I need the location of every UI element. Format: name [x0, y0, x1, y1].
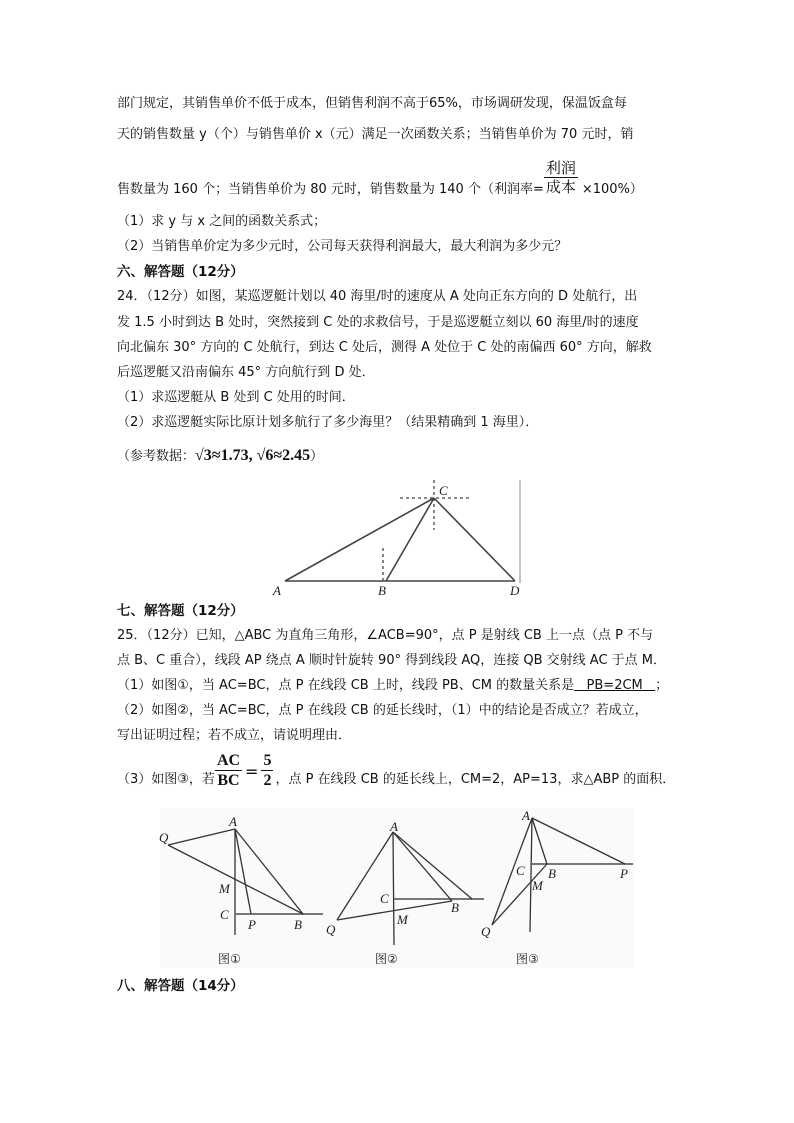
- fig2-label-c: C: [380, 891, 389, 906]
- fig3-label-a: A: [522, 808, 530, 823]
- value-numerator: 5: [263, 752, 272, 769]
- point-label-a: A: [273, 583, 281, 598]
- fig3-label-p: P: [620, 866, 628, 881]
- point-label-d: D: [510, 583, 520, 598]
- q25-part-3-pre: （3）如图③，若: [117, 772, 215, 787]
- point-label-b: B: [378, 583, 386, 598]
- q23-line-3-tail: ×100%）: [581, 182, 643, 197]
- fig2-caption: 图②: [375, 952, 398, 966]
- reference-label: （参考数据：: [117, 449, 196, 464]
- ratio-denominator: BC: [217, 772, 240, 789]
- q25-line-1: 25．（12分）已知，△ABC 为直角三角形，∠ACB=90°，点 P 是射线 CB 上一点（点 P 不与: [117, 628, 654, 643]
- reference-math: √3≈1.73, √6≈2.45: [195, 447, 311, 464]
- fig3-label-c: C: [516, 863, 525, 878]
- ratio-numerator: AC: [216, 752, 241, 769]
- fig3-label-b: B: [548, 866, 556, 881]
- equals-sign: =: [245, 762, 259, 781]
- fig3-caption: 图③: [516, 952, 539, 966]
- fig1-label-b: B: [294, 917, 302, 932]
- fig1-label-q: Q: [159, 830, 169, 845]
- fig1-label-p: P: [248, 917, 256, 932]
- fig1-label-m: M: [219, 881, 230, 896]
- fraction-denominator: 成本: [545, 178, 576, 196]
- section-8-heading: 八、解答题（14分）: [117, 978, 244, 994]
- q24-part-1: （1）求巡逻艇从 B 处到 C 处用的时间．: [117, 390, 355, 405]
- section-6-heading: 六、解答题（12分）: [117, 264, 244, 280]
- fig1-caption: 图①: [218, 952, 241, 966]
- value-denominator: 2: [263, 772, 272, 789]
- q25-part-2-line-1: （2）如图②，当 AC=BC，点 P 在线段 CB 的延长线时，（1）中的结论是否成立？若成立，: [117, 703, 648, 718]
- q25-part-1-answer: PB=2CM: [574, 678, 656, 693]
- q23-line-1: 部门规定，其销售单价不低于成本，但销售利润不高于65%，市场调研发现，保温饭盒每: [117, 96, 627, 111]
- fig2-label-q: Q: [326, 922, 336, 937]
- section-7-heading: 七、解答题（12分）: [117, 603, 244, 619]
- fig3-label-m: M: [532, 878, 543, 893]
- fig2-label-a: A: [390, 819, 398, 834]
- q24-part-2: （2）求巡逻艇实际比原计划多航行了多少海里？（结果精确到 1 海里）．: [117, 415, 539, 430]
- q24-line-3: 向北偏东 30° 方向的 C 处航行，到达 C 处后，测得 A 处位于 C 处的南偏西 60° 方向，解救: [117, 340, 652, 355]
- q25-part-3-post: ，点 P 在线段 CB 的延长线上，CM=2，AP=13，求△ABP 的面积．: [275, 772, 676, 787]
- fig2-label-b: B: [451, 900, 459, 915]
- q25-part-1-end: ；: [655, 678, 669, 693]
- q25-part-1-text: （1）如图①，当 AC=BC，点 P 在线段 CB 上时，线段 PB、CM 的数量关系是: [117, 678, 575, 693]
- q24-line-2: 发 1.5 小时到达 B 处时，突然接到 C 处的求救信号，于是巡逻艇立刻以 60 海里/时的速度: [117, 315, 639, 330]
- reference-end: ）: [310, 449, 324, 464]
- fig1-label-c: C: [220, 907, 229, 922]
- point-label-c: C: [439, 483, 448, 498]
- q24-line-1: 24．（12分）如图，某巡逻艇计划以 40 海里/时的速度从 A 处向正东方向的 D 处航行，出: [117, 289, 638, 304]
- q25-line-2: 点 B、C 重合），线段 AP 绕点 A 顺时针旋转 90° 得到线段 AQ，连接 QB 交射线 AC 于点 M．: [117, 653, 667, 668]
- q24-line-4: 后巡逻艇又沿南偏东 45° 方向航行到 D 处．: [117, 365, 375, 380]
- q24-figure: [285, 480, 520, 583]
- q23-line-3-text: 售数量为 160 个；当销售单价为 80 元时，销售数量为 140 个（利润率=: [117, 182, 544, 197]
- q25-part-2-line-2: 写出证明过程；若不成立，请说明理由．: [117, 728, 352, 743]
- fig3-label-q: Q: [481, 924, 491, 939]
- fig2-label-m: M: [397, 912, 408, 927]
- fig1-label-a: A: [229, 814, 237, 829]
- q23-line-2: 天的销售数量 y（个）与销售单价 x（元）满足一次函数关系；当销售单价为 70 元时，销: [117, 127, 634, 142]
- fraction-numerator: 利润: [545, 159, 576, 177]
- q23-part-2: （2）当销售单价定为多少元时，公司每天获得利润最大，最大利润为多少元？: [117, 239, 568, 254]
- q23-part-1: （1）求 y 与 x 之间的函数关系式；: [117, 214, 327, 229]
